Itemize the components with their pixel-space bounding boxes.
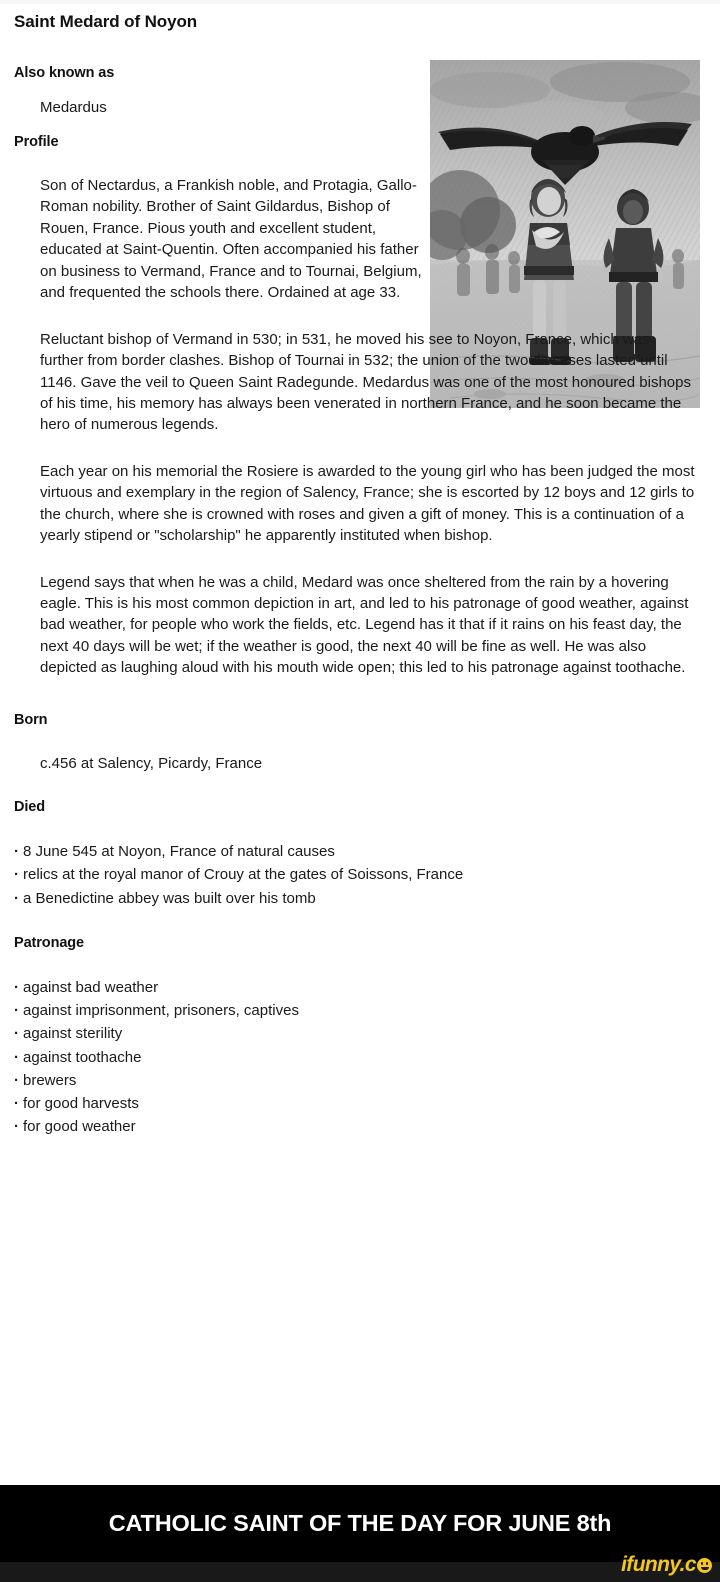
list-item: · a Benedictine abbey was built over his tomb: [14, 887, 706, 910]
section-heading-patronage: Patronage: [14, 934, 85, 951]
alias-value: Medardus: [40, 99, 107, 116]
profile-paragraph-2: Reluctant bishop of Vermand in 530; in 531, he moved his see to Noyon, France, which was further from border clashes. Bishop of Tournai in 532; the union of the two dioceses lasted until 1146. Gave the veil to Queen Saint Radegunde. Medardus was one of the most honoured bishops of his time, his memory has always been venerated in northern France, and he soon became the hero of numerous legends.: [40, 330, 691, 434]
section-heading-died: Died: [14, 799, 46, 816]
section-heading-profile: Profile: [14, 134, 59, 150]
watermark-text: ifunny.c: [621, 1553, 696, 1576]
banner-title: CATHOLIC SAINT OF THE DAY FOR JUNE 8th: [108, 1510, 612, 1536]
list-item: · brewers: [14, 1069, 706, 1092]
smiley-face-icon: [697, 1558, 712, 1573]
list-item: · against sterility: [14, 1022, 706, 1045]
ifunny-watermark: [621, 1554, 712, 1575]
list-item: · for good weather: [14, 1115, 706, 1138]
section-heading-born: Born: [14, 711, 48, 728]
list-item: · 8 June 545 at Noyon, France of natural causes: [14, 840, 706, 863]
list-item: · against toothache: [14, 1046, 706, 1069]
died-list: [14, 840, 706, 910]
profile-paragraph-3: Each year on his memorial the Rosiere is awarded to the young girl who has been judged the most virtuous and exemplary in the region of Salency, France; she is escorted by 12 boys and 12 girls to the church, where she is crowned with roses and given a gift of money. This is a continuation of a yearly stipend or "scholarship" he apparently instituted when bishop.: [40, 462, 695, 545]
list-item: · relics at the royal manor of Crouy at the gates of Soissons, France: [14, 863, 706, 886]
profile-paragraph-1: Son of Nectardus, a Frankish noble, and Protagia, Gallo-Roman nobility. Brother of Saint Gildardus, Bishop of Rouen, France. Pious youth and excellent student, educated at Saint-Quentin. Often accompanied his father on business to Vermand, France and to Tournai, Belgium, and frequented the schools there. Ordained at age 33.: [40, 177, 422, 302]
page-title: Saint Medard of Noyon: [14, 12, 198, 31]
list-item: · for good harvests: [14, 1092, 706, 1115]
list-item: · against bad weather: [14, 976, 706, 999]
patronage-list: [14, 976, 706, 1139]
footer-strip: [0, 1562, 720, 1582]
profile-paragraph-4: Legend says that when he was a child, Medard was once sheltered from the rain by a hovering eagle. This is his most common depiction in art, and led to his patronage of good weather, against bad weather, for people who work the fields, etc. Legend has it that if it rains on his feast day, the next 40 days will be wet; if the weather is good, the next 40 will be fine as well. He was also depicted as laughing aloud with his mouth wide open; this led to his patronage against toothache.: [40, 573, 689, 677]
born-value: c.456 at Salency, Picardy, France: [40, 754, 263, 772]
bottom-banner: [0, 1485, 720, 1562]
section-heading-also-known-as: Also known as: [14, 65, 115, 81]
list-item: · against imprisonment, prisoners, captives: [14, 999, 706, 1022]
